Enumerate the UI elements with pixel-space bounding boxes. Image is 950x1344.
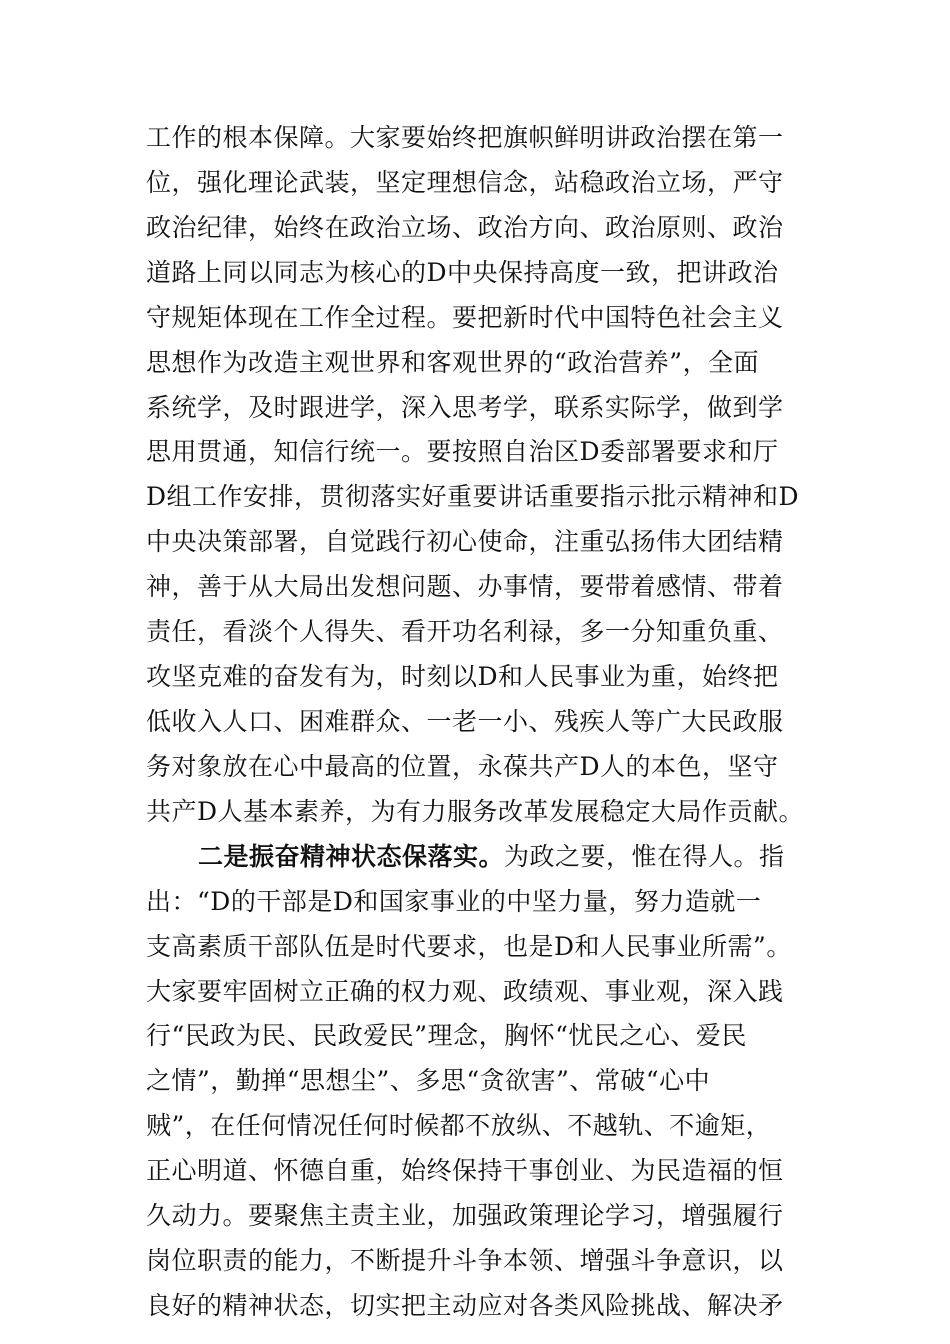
paragraph-text: 为政之要，惟在得人。指 bbox=[504, 842, 785, 871]
paragraph-line: 久动力。要聚焦主责主业，加强政策理论学习，增强履行 bbox=[146, 1201, 784, 1230]
paragraph-line: 道路上同以同志为核心的D中央保持高度一致，把讲政治 bbox=[146, 258, 779, 287]
paragraph-line: 岗位职责的能力，不断提升斗争本领、增强斗争意识，以 bbox=[146, 1246, 784, 1275]
section-heading: 二是振奋精神状态保落实。 bbox=[198, 842, 505, 871]
paragraph-line: 中央决策部署，自觉践行初心使命，注重弘扬伟大团结精 bbox=[146, 527, 784, 556]
paragraph-line: 务对象放在心中最高的位置，永葆共产D人的本色，坚守 bbox=[146, 752, 779, 781]
paragraph-line: 行“民政为民、民政爱民”理念，胸怀“忧民之心、爱民 bbox=[146, 1021, 747, 1050]
paragraph-first-line bbox=[198, 837, 785, 877]
paragraph-line: 之情”，勤掸“思想尘”、多思“贪欲害”、常破“心中 bbox=[146, 1066, 711, 1095]
paragraph-line: 系统学，及时跟进学，深入思考学，联系实际学，做到学 bbox=[146, 393, 784, 422]
paragraph-line: 出：“D的干部是D和国家事业的中坚力量，努力造就一 bbox=[146, 887, 762, 916]
paragraph-line: 政治纪律，始终在政治立场、政治方向、政治原则、政治 bbox=[146, 213, 784, 242]
paragraph-line: 工作的根本保障。大家要始终把旗帜鲜明讲政治摆在第一 bbox=[146, 123, 784, 152]
paragraph-line: 攻坚克难的奋发有为，时刻以D和人民事业为重，始终把 bbox=[146, 662, 779, 691]
paragraph-line: 思用贯通，知信行统一。要按照自治区D委部署要求和厅 bbox=[146, 437, 779, 466]
paragraph-line: 责任，看淡个人得失、看开功名利禄，多一分知重负重、 bbox=[146, 617, 784, 646]
paragraph-line: 神，善于从大局出发想问题、办事情，要带着感情、带着 bbox=[146, 572, 784, 601]
paragraph-line: 正心明道、怀德自重，始终保持干事创业、为民造福的恒 bbox=[146, 1156, 784, 1185]
paragraph-line: D组工作安排，贯彻落实好重要讲话重要指示批示精神和D bbox=[146, 482, 800, 511]
paragraph-line: 良好的精神状态，切实把主动应对各类风险挑战、解决矛 bbox=[146, 1291, 784, 1320]
paragraph-line: 共产D人基本素养，为有力服务改革发展稳定大局作贡献。 bbox=[146, 797, 805, 826]
paragraph-line: 低收入人口、困难群众、一老一小、残疾人等广大民政服 bbox=[146, 707, 784, 736]
paragraph-line: 大家要牢固树立正确的权力观、政绩观、事业观，深入践 bbox=[146, 977, 784, 1006]
paragraph-line: 位，强化理论武装，坚定理想信念，站稳政治立场，严守 bbox=[146, 168, 784, 197]
paragraph-line: 守规矩体现在工作全过程。要把新时代中国特色社会主义 bbox=[146, 303, 784, 332]
paragraph-line: 支高素质干部队伍是时代要求，也是D和人民事业所需”。 bbox=[146, 932, 792, 961]
paragraph-line: 思想作为改造主观世界和客观世界的“政治营养”，全面 bbox=[146, 348, 760, 377]
paragraph-line: 贼”，在任何情况任何时候都不放纵、不越轨、不逾矩， bbox=[146, 1111, 772, 1140]
